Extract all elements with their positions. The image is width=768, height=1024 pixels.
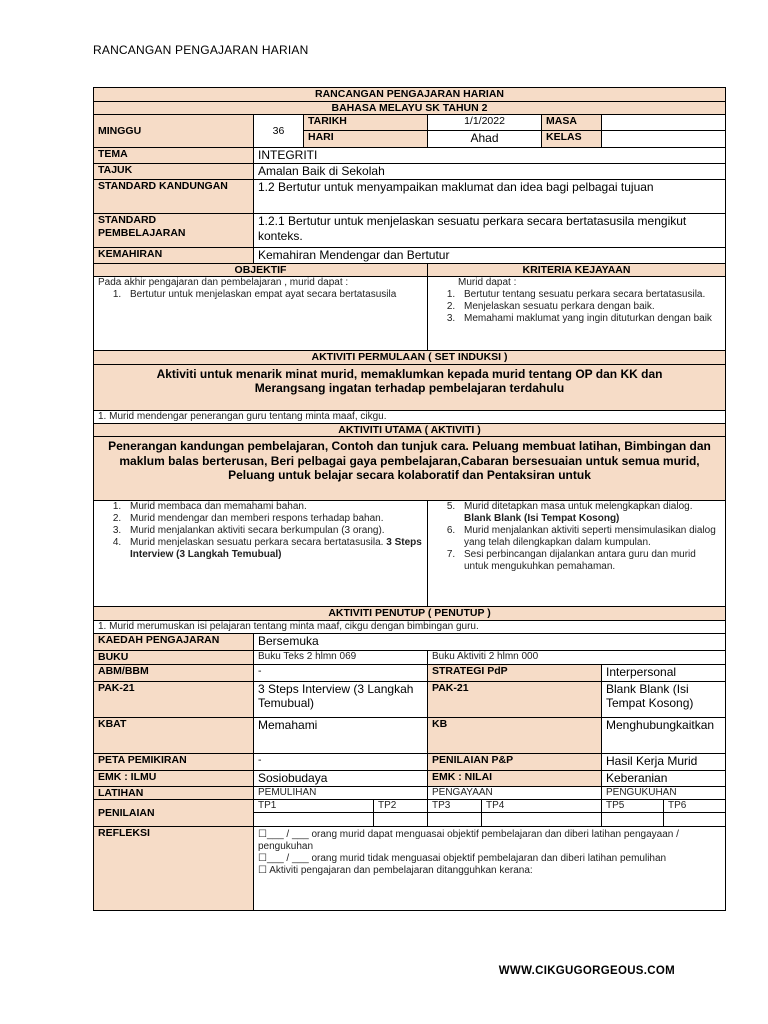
aktiviti-item: 1. Murid membaca dan memahami bahan. (124, 501, 423, 513)
aktiviti-utama-desc: Penerangan kandungan pembelajaran, Contoh dan tunjuk cara. Peluang membuat latihan, Bimbingan dan maklum balas berterusan, Beri pelbagai gaya pembelajaran,Cabaran bersesuaian untuk semua murid, Peluang untuk belajar secara kolaboratif dan Pentaksiran untuk (94, 437, 726, 501)
aktiviti-item (458, 501, 721, 525)
hari-value: Ahad (428, 131, 542, 148)
buku-aktiviti-value: Buku Aktiviti 2 hlmn 000 (428, 650, 726, 664)
aktiviti-permulaan-header: AKTIVITI PERMULAAN ( SET INDUKSI ) (94, 351, 726, 365)
aktiviti-utama-left (94, 501, 428, 607)
aktiviti-permulaan-item: 1. Murid mendengar penerangan guru tentang minta maaf, cikgu. (94, 410, 726, 423)
refleksi-item: ☐___ / ___ orang murid tidak menguasai objektif pembelajaran dan diberi latihan pemulihan (258, 853, 667, 865)
aktiviti-item-bold: 3 Steps Interview (3 Langkah Temubual) (130, 537, 422, 561)
aktiviti-penutup-header: AKTIVITI PENUTUP ( PENUTUP ) (94, 607, 726, 621)
masa-value (602, 115, 726, 131)
abm-label: ABM/BBM (94, 664, 254, 681)
tarikh-label: TARIKH (304, 115, 428, 131)
aktiviti-utama-header: AKTIVITI UTAMA ( AKTIVITI ) (94, 423, 726, 437)
emk-nilai-value: Keberanian (602, 770, 726, 786)
tajuk-label: TAJUK (94, 164, 254, 180)
emk-nilai-label: EMK : NILAI (428, 770, 602, 786)
kbat-label: KBAT (94, 717, 254, 753)
strategi-label: STRATEGI PdP (428, 664, 602, 681)
kemahiran-value: Kemahiran Mendengar dan Bertutur (254, 248, 726, 263)
pak21-label-2: PAK-21 (428, 681, 602, 717)
penilaian-pdp-value: Hasil Kerja Murid (602, 753, 726, 770)
strategi-value: Interpersonal (602, 664, 726, 681)
emk-ilmu-label: EMK : ILMU (94, 770, 254, 786)
standard-kandungan-label: STANDARD KANDUNGAN (94, 180, 254, 214)
subject-title: BAHASA MELAYU SK TAHUN 2 (94, 101, 726, 115)
penilaian-pdp-label: PENILAIAN P&P (428, 753, 602, 770)
tp3-cell (428, 813, 482, 827)
aktiviti-penutup-item: 1. Murid merumuskan isi pelajaran tentang minta maaf, cikgu dengan bimbingan guru. (94, 620, 726, 633)
minggu-label: MINGGU (94, 115, 254, 148)
kriteria-item: 2. Menjelaskan sesuatu perkara dengan baik. (458, 301, 721, 313)
aktiviti-permulaan-desc: Aktiviti untuk menarik minat murid, memaklumkan kepada murid tentang OP dan KK dan Merangsang ingatan terhadap pembelajaran terdahulu (94, 364, 726, 410)
latihan-pemulihan: PEMULIHAN (254, 786, 428, 800)
refleksi-content (254, 827, 726, 911)
latihan-pengukuhan: PENGUKUHAN (602, 786, 726, 800)
tp3-header: TP3 (428, 800, 482, 813)
aktiviti-utama-left-list (98, 501, 423, 561)
tp5-cell (602, 813, 664, 827)
penilaian-label: PENILAIAN (94, 800, 254, 827)
tajuk-value: Amalan Baik di Sekolah (254, 164, 726, 180)
aktiviti-item: 7. Sesi perbincangan dijalankan antara guru dan murid untuk mengukuhkan pemahaman. (458, 549, 721, 573)
refleksi-item: ☐ Aktiviti pengajaran dan pembelajaran ditangguhkan kerana: (258, 865, 533, 877)
standard-kandungan-value: 1.2 Bertutur untuk menyampaikan maklumat dan idea bagi pelbagai tujuan (254, 180, 726, 214)
kelas-label: KELAS (542, 131, 602, 148)
minggu-value: 36 (254, 115, 304, 148)
tp6-cell (664, 813, 726, 827)
table-title: RANCANGAN PENGAJARAN HARIAN (94, 88, 726, 102)
tp6-header: TP6 (664, 800, 726, 813)
kaedah-label: KAEDAH PENGAJARAN (94, 633, 254, 650)
peta-pemikiran-label: PETA PEMIKIRAN (94, 753, 254, 770)
objektif-header: OBJEKTIF (94, 263, 428, 277)
tp5-header: TP5 (602, 800, 664, 813)
standard-pembelajaran-value: 1.2.1 Bertutur untuk menjelaskan sesuatu perkara secara bertatasusila mengikut konteks. (254, 214, 726, 248)
tp1-header: TP1 (254, 800, 374, 813)
aktiviti-utama-right-list (432, 501, 721, 573)
kbat-value: Memahami (254, 717, 428, 753)
objektif-intro: Pada akhir pengajaran dan pembelajaran , murid dapat : (98, 277, 349, 289)
standard-pembelajaran-label-2: PEMBELAJARAN (98, 226, 186, 239)
masa-label: MASA (542, 115, 602, 131)
latihan-pengayaan: PENGAYAAN (428, 786, 602, 800)
abm-value: - (254, 664, 428, 681)
pak21-value-2: Blank Blank (Isi Tempat Kosong) (602, 681, 726, 717)
lesson-plan-table (93, 87, 726, 911)
objektif-item: 1. Bertutur untuk menjelaskan empat ayat secara bertatasusila (124, 289, 423, 301)
tp4-cell (482, 813, 602, 827)
kelas-value (602, 131, 726, 148)
tema-value: INTEGRITI (254, 148, 726, 164)
footer-url: WWW.CIKGUGORGEOUS.COM (498, 965, 675, 977)
peta-pemikiran-value: - (254, 753, 428, 770)
aktiviti-item: 3. Murid menjalankan aktiviti secara berkumpulan (3 orang). (124, 525, 423, 537)
tp2-cell (374, 813, 428, 827)
kriteria-item: 1. Bertutur tentang sesuatu perkara secara bertatasusila. (458, 289, 721, 301)
aktiviti-item (124, 537, 423, 561)
kriteria-list (432, 289, 721, 325)
tp2-header: TP2 (374, 800, 428, 813)
kriteria-content (428, 277, 726, 351)
tp4-header: TP4 (482, 800, 602, 813)
pak21-label: PAK-21 (94, 681, 254, 717)
tema-label: TEMA (94, 148, 254, 164)
kb-label: KB (428, 717, 602, 753)
objektif-list (98, 289, 423, 301)
aktiviti-item-text: Murid ditetapkan masa untuk melengkapkan dialog. (464, 501, 693, 513)
kriteria-header: KRITERIA KEJAYAAN (428, 263, 726, 277)
aktiviti-item: 6. Murid menjalankan aktiviti seperti mensimulasikan dialog yang telah dilengkapkan dalam kumpulan. (458, 525, 721, 549)
emk-ilmu-value: Sosiobudaya (254, 770, 428, 786)
aktiviti-item-text: Murid menjelaskan sesuatu perkara secara bertatasusila. (130, 537, 384, 549)
hari-label: HARI (304, 131, 428, 148)
latihan-label: LATIHAN (94, 786, 254, 800)
kemahiran-label: KEMAHIRAN (94, 248, 254, 263)
document-header: RANCANGAN PENGAJARAN HARIAN (93, 43, 309, 57)
kb-value: Menghubungkaitkan (602, 717, 726, 753)
pak21-value: 3 Steps Interview (3 Langkah Temubual) (254, 681, 428, 717)
aktiviti-item: 2. Murid mendengar dan memberi respons terhadap bahan. (124, 513, 423, 525)
kriteria-intro: Murid dapat : (458, 277, 517, 289)
refleksi-item: ☐___ / ___ orang murid dapat menguasai objektif pembelajaran dan diberi latihan pengayaan / pengukuhan (258, 829, 679, 853)
kaedah-value: Bersemuka (254, 633, 726, 650)
kriteria-item: 3. Memahami maklumat yang ingin dituturkan dengan baik (458, 313, 721, 325)
standard-pembelajaran-label-1: STANDARD (98, 214, 157, 227)
objektif-content (94, 277, 428, 351)
aktiviti-item-bold: Blank Blank (Isi Tempat Kosong) (464, 513, 620, 525)
aktiviti-utama-right (428, 501, 726, 607)
buku-label: BUKU (94, 650, 254, 664)
tp1-cell (254, 813, 374, 827)
standard-pembelajaran-label (94, 214, 254, 248)
refleksi-label: REFLEKSI (94, 827, 254, 911)
tarikh-value: 1/1/2022 (428, 115, 542, 131)
buku-teks-value: Buku Teks 2 hlmn 069 (254, 650, 428, 664)
